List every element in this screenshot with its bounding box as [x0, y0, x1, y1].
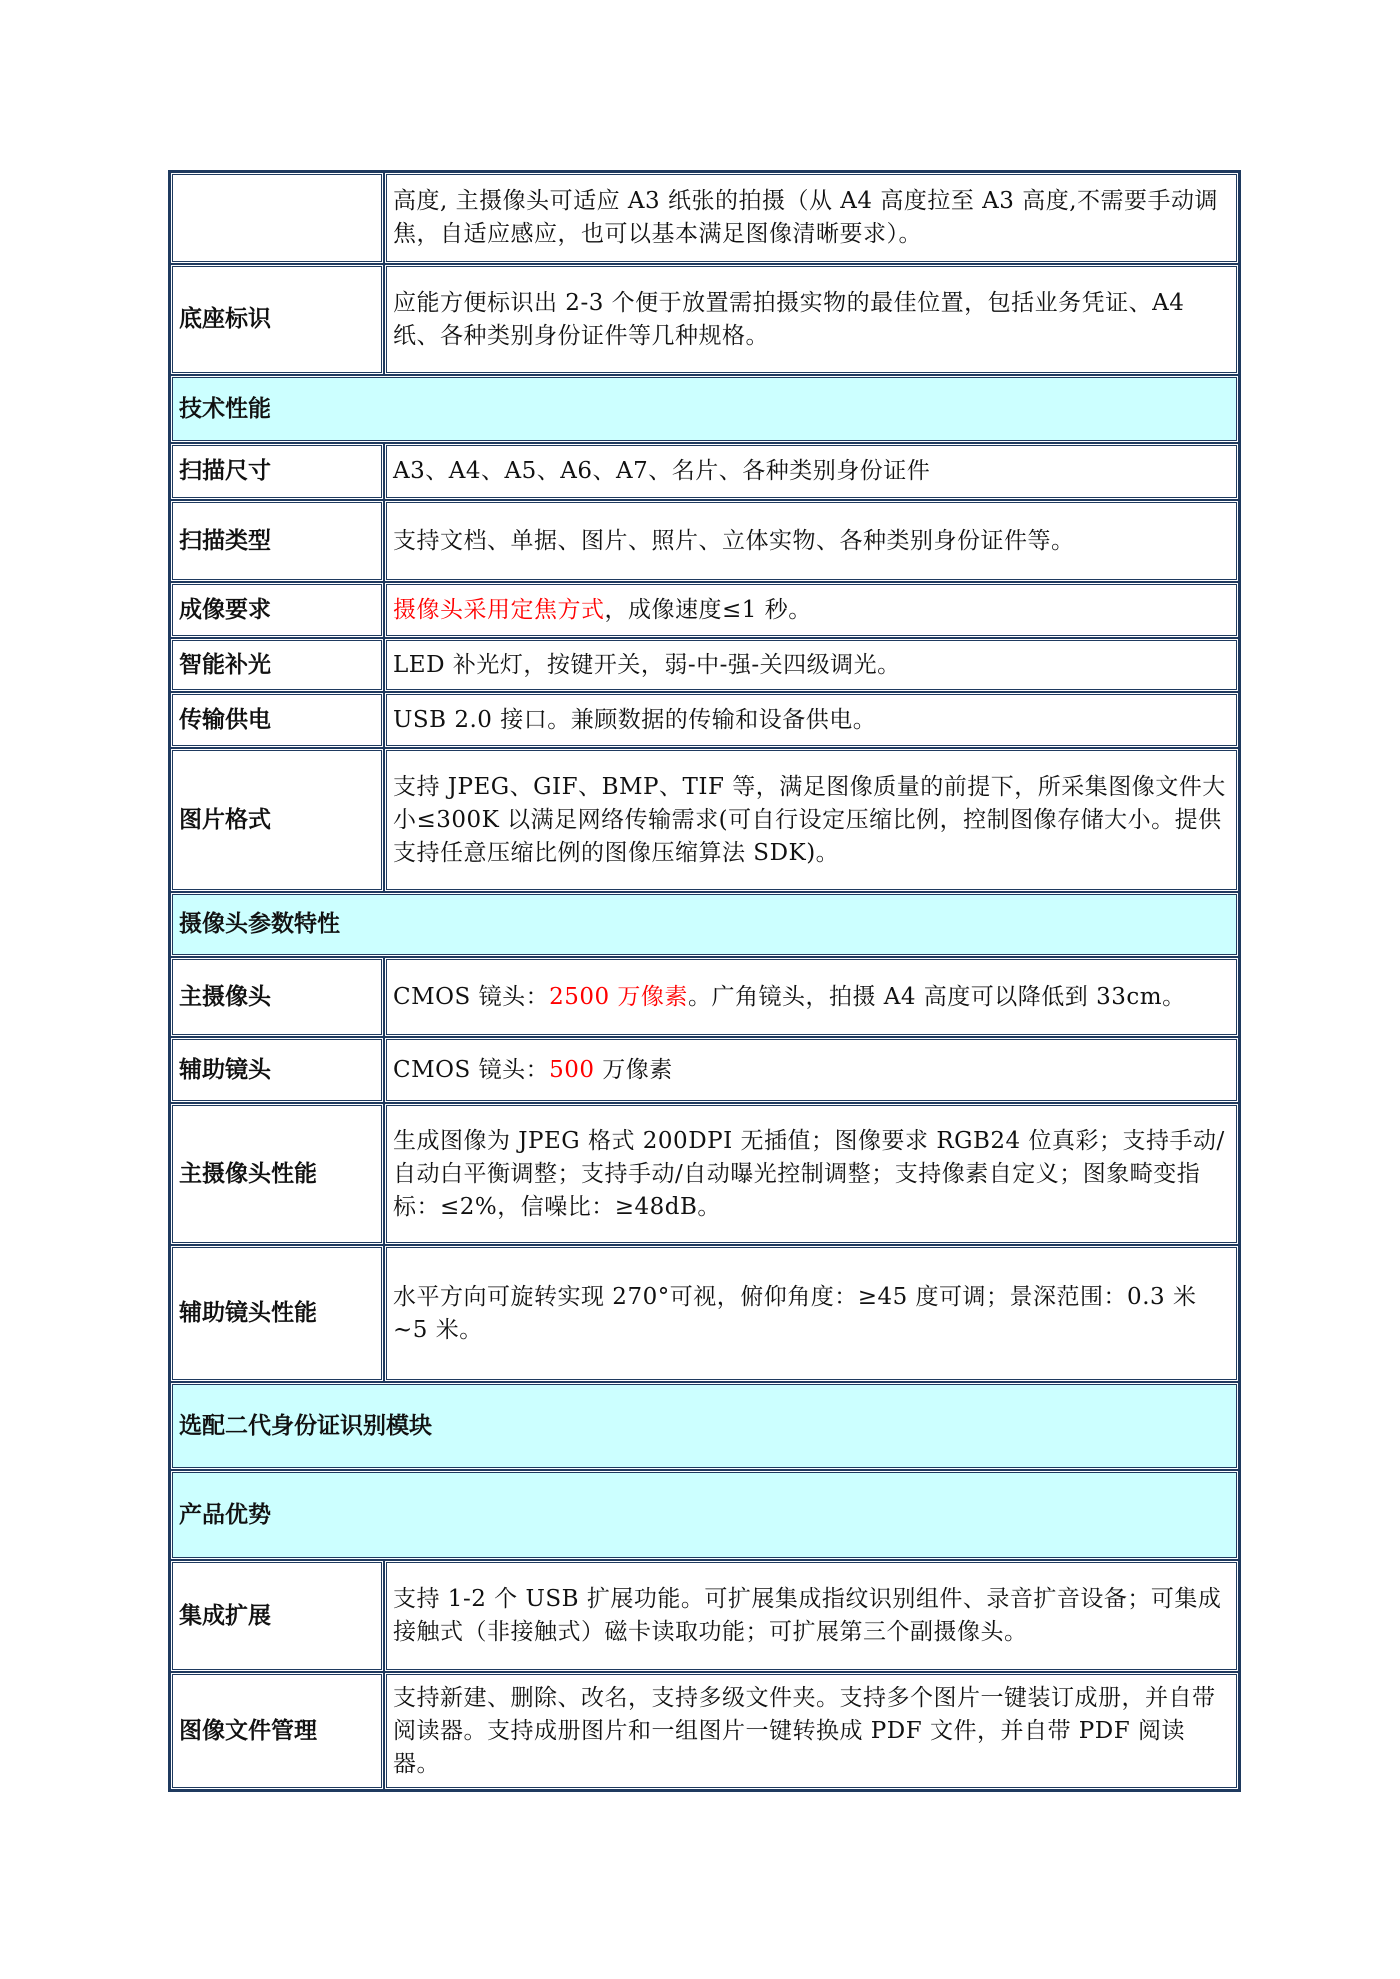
spec-label: 图像文件管理 — [170, 1672, 384, 1790]
section-row — [170, 375, 1239, 443]
spec-row — [170, 1245, 1239, 1382]
spec-value — [384, 1672, 1239, 1790]
spec-row — [170, 957, 1239, 1037]
spec-label: 扫描尺寸 — [170, 443, 384, 500]
spec-label — [170, 172, 384, 264]
spec-label: 集成扩展 — [170, 1560, 384, 1672]
spec-value — [384, 1245, 1239, 1382]
spec-label: 成像要求 — [170, 582, 384, 638]
spec-label: 主摄像头性能 — [170, 1103, 384, 1245]
section-heading: 选配二代身份证识别模块 — [170, 1382, 1239, 1470]
value-text: 支持 JPEG、GIF、BMP、TIF 等，满足图像质量的前提下，所采集图像文件大小≤300K 以满足网络传输需求(可自行设定压缩比例，控制图像存储大小。提供支持任意压缩比例的图像压缩算法 SDK)。 — [393, 773, 1226, 866]
spec-row — [170, 1672, 1239, 1790]
spec-value — [384, 1560, 1239, 1672]
spec-value — [384, 1037, 1239, 1103]
spec-label: 传输供电 — [170, 692, 384, 748]
value-text: 水平方向可旋转实现 270°可视，俯仰角度：≥45 度可调；景深范围：0.3 米~5 米。 — [393, 1283, 1197, 1343]
highlighted-text: 2500 万像素 — [549, 983, 688, 1010]
spec-row — [170, 1103, 1239, 1245]
spec-row — [170, 172, 1239, 264]
value-text: 。广角镜头，拍摄 A4 高度可以降低到 33cm。 — [687, 983, 1186, 1010]
value-text: LED 补光灯，按键开关，弱-中-强-关四级调光。 — [393, 651, 901, 678]
value-text: 万像素 — [594, 1056, 673, 1083]
spec-value — [384, 957, 1239, 1037]
spec-row — [170, 500, 1239, 582]
spec-row — [170, 443, 1239, 500]
section-heading: 技术性能 — [170, 375, 1239, 443]
spec-value — [384, 443, 1239, 500]
section-row — [170, 1382, 1239, 1470]
spec-value — [384, 748, 1239, 892]
spec-label: 图片格式 — [170, 748, 384, 892]
spec-value — [384, 1103, 1239, 1245]
spec-value — [384, 264, 1239, 375]
value-text: CMOS 镜头： — [393, 983, 550, 1010]
spec-label: 辅助镜头性能 — [170, 1245, 384, 1382]
spec-row — [170, 582, 1239, 638]
value-text: 应能方便标识出 2-3 个便于放置需拍摄实物的最佳位置，包括业务凭证、A4 纸、各种类别身份证件等几种规格。 — [393, 289, 1185, 349]
value-text: 支持新建、删除、改名，支持多级文件夹。支持多个图片一键装订成册，并自带阅读器。支持成册图片和一组图片一键转换成 PDF 文件，并自带 PDF 阅读器。 — [393, 1684, 1216, 1777]
spec-label: 主摄像头 — [170, 957, 384, 1037]
value-text: USB 2.0 接口。兼顾数据的传输和设备供电。 — [393, 706, 877, 733]
value-text: 高度, 主摄像头可适应 A3 纸张的拍摄（从 A4 高度拉至 A3 高度,不需要手动调焦，自适应感应，也可以基本满足图像清晰要求）。 — [393, 188, 1219, 247]
highlighted-text: 500 — [549, 1056, 595, 1083]
value-text: 支持文档、单据、图片、照片、立体实物、各种类别身份证件等。 — [393, 527, 1075, 554]
value-text: A3、A4、A5、A6、A7、名片、各种类别身份证件 — [393, 458, 931, 484]
section-heading: 摄像头参数特性 — [170, 892, 1239, 957]
spec-value — [384, 500, 1239, 582]
spec-row — [170, 638, 1239, 692]
value-text: 支持 1-2 个 USB 扩展功能。可扩展集成指纹识别组件、录音扩音设备；可集成接触式（非接触式）磁卡读取功能；可扩展第三个副摄像头。 — [393, 1586, 1222, 1645]
spec-value — [384, 172, 1239, 264]
spec-value — [384, 638, 1239, 692]
spec-row — [170, 692, 1239, 748]
spec-label: 底座标识 — [170, 264, 384, 375]
spec-row — [170, 748, 1239, 892]
spec-row — [170, 264, 1239, 375]
spec-table — [168, 170, 1241, 1792]
spec-value — [384, 692, 1239, 748]
spec-label: 智能补光 — [170, 638, 384, 692]
spec-value — [384, 582, 1239, 638]
spec-table-body — [170, 172, 1239, 1790]
spec-row — [170, 1560, 1239, 1672]
spec-label: 扫描类型 — [170, 500, 384, 582]
section-row — [170, 1470, 1239, 1560]
section-row — [170, 892, 1239, 957]
section-heading: 产品优势 — [170, 1470, 1239, 1560]
spec-label: 辅助镜头 — [170, 1037, 384, 1103]
value-text: CMOS 镜头： — [393, 1056, 550, 1083]
highlighted-text: 摄像头采用定焦方式 — [393, 596, 605, 623]
value-text: ，成像速度≤1 秒。 — [604, 596, 812, 623]
spec-row — [170, 1037, 1239, 1103]
value-text: 生成图像为 JPEG 格式 200DPI 无插值；图像要求 RGB24 位真彩；支持手动/自动白平衡调整；支持手动/自动曝光控制调整；支持像素自定义；图象畸变指标：≤2%，信噪比：≥48dB。 — [393, 1127, 1225, 1220]
